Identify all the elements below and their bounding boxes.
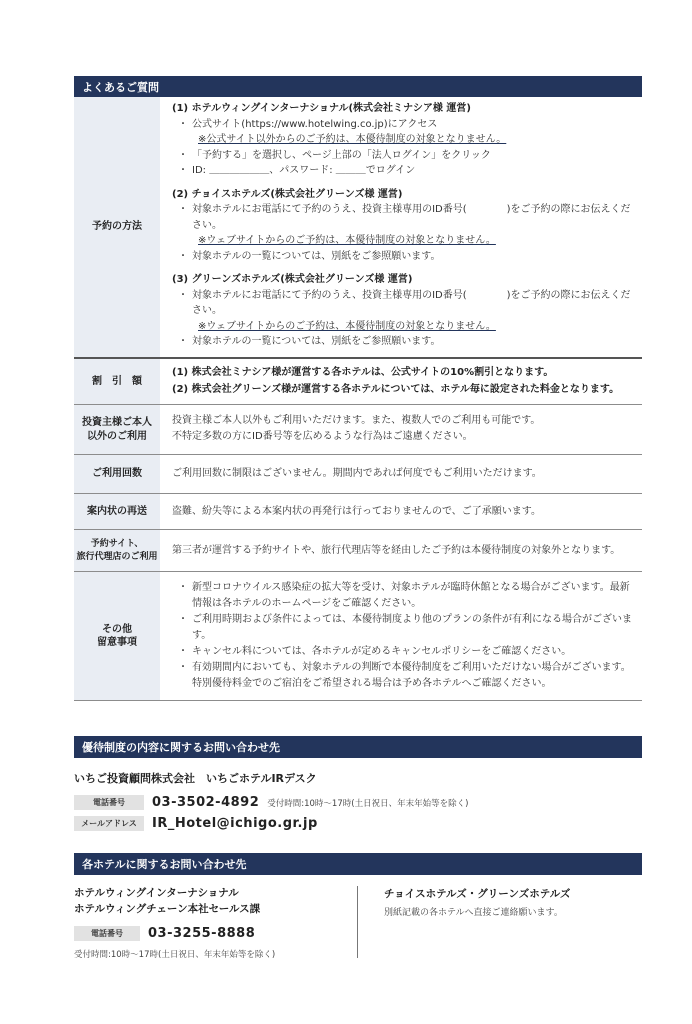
mail-tag: メールアドレス: [74, 816, 144, 831]
faq-row-others: [74, 405, 642, 455]
divider: [357, 886, 358, 958]
label-line: 以外のご利用: [87, 430, 147, 442]
contact1-phone-row: [74, 795, 468, 810]
section-title-choice: (2) チョイスホテルズ(株式会社グリーンズ様 運営): [172, 188, 403, 200]
list-item: ・ 対象ホテルにお電話にて予約のうえ、投資主様専用のID番号( )をご予約の際にお伝えください。: [172, 288, 634, 319]
label-line: 留意事項: [97, 637, 137, 648]
faq-row-count: [74, 455, 642, 494]
contact1-company: いちご投資顧問株式会社 いちごホテルIRデスク: [74, 772, 317, 785]
contact1-header: [74, 736, 642, 758]
contact2-header: [74, 853, 642, 875]
row-label-agency: [74, 530, 160, 571]
list-item: ・ 新型コロナウイルス感染症の拡大等を受け、対象ホテルが臨時休館となる場合がございます。最新情報は各ホテルのホームページをご確認ください。: [172, 580, 634, 612]
faq-row-notes: [74, 572, 642, 701]
count-content: [160, 455, 642, 493]
reception-hours: 受付時間:10時～17時(土日祝日、年末年始等を除く): [267, 798, 469, 809]
label-line: 旅行代理店のご利用: [76, 551, 158, 562]
faq-row-reservation: [74, 97, 642, 359]
note-text: ※公式サイト以外からのご予約は、本優待制度の対象となりません。: [198, 134, 507, 145]
row-label-count: ご利用回数: [74, 455, 160, 493]
hotel-name: ホテルウィングインターナショナル: [74, 887, 239, 899]
phone-number[interactable]: 03-3255-8888: [148, 926, 256, 941]
list-item: ・ 対象ホテルの一覧については、別紙をご参照願います。: [172, 249, 634, 265]
faq-row-discount: [74, 359, 642, 405]
text-line: 不特定多数の方にID番号等を広めるような行為はご遠慮ください。: [172, 430, 473, 442]
notes-content: [160, 572, 642, 700]
list-item: ・ 対象ホテルの一覧については、別紙をご参照願います。: [172, 334, 634, 350]
faq-row-agency: [74, 530, 642, 572]
discount-line: (1) 株式会社ミナシア様が運営する各ホテルは、公式サイトの10%割引となります。: [172, 367, 554, 378]
contact1-mail-row: [74, 816, 318, 831]
note-text: ※ウェブサイトからのご予約は、本優待制度の対象となりません。: [198, 320, 496, 332]
phone-number[interactable]: 03-3502-4892: [152, 795, 260, 810]
faq-header-title: よくあるご質問: [82, 80, 159, 94]
label-line: 予約サイト、: [90, 539, 144, 550]
note-text: ※ウェブサイトからのご予約は、本優待制度の対象となりません。: [198, 235, 496, 246]
row-label-reissue: 案内状の再送: [74, 494, 160, 529]
row-label-reservation: 予約の方法: [74, 97, 160, 357]
text-line: 盗難、紛失等による本案内状の再発行は行っておりませんので、ご了承願います。: [172, 505, 541, 517]
section-title-greens: (3) グリーンズホテルズ(株式会社グリーンズ様 運営): [172, 274, 413, 285]
contact2-hours: 受付時間:10時～17時(土日祝日、年末年始等を除く): [74, 950, 276, 960]
list-item: ・ キャンセル料については、各ホテルが定めるキャンセルポリシーをご確認ください。: [172, 644, 634, 660]
contact2-right-text: 別紙記載の各ホテルへ直接ご連絡願います。: [384, 908, 563, 918]
contact2-left-names: [74, 886, 260, 918]
list-item: ・ ID: ＿＿＿＿＿＿、パスワード: ＿＿＿でログイン: [172, 163, 634, 179]
phone-tag: 電話番号: [74, 795, 144, 810]
contact2-right-title: チョイスホテルズ・グリーンズホテルズ: [384, 888, 571, 900]
email-address[interactable]: IR_Hotel@ichigo.gr.jp: [152, 816, 318, 831]
row-label-notes: [74, 572, 160, 700]
contact2-phone-row: [74, 926, 255, 941]
list-item: ・ 「予約する」を選択し、ページ上部の「法人ログイン」をクリック: [172, 148, 634, 164]
label-line: 投資主様ご本人: [82, 417, 152, 428]
label-line: その他: [102, 623, 132, 635]
others-content: [160, 405, 642, 454]
reservation-content: [160, 97, 642, 357]
text-line: 第三者が運営する予約サイトや、旅行代理店等を経由したご予約は本優待制度の対象外となります。: [172, 544, 621, 556]
discount-content: [160, 359, 642, 404]
list-item: ・ 有効期間内においても、対象ホテルの判断で本優待制度をご利用いただけない場合がございます。特別優待料金でのご宿泊をご希望される場合は予め各ホテルへご確認ください。: [172, 660, 634, 692]
contact2-header-title: 各ホテルに関するお問い合わせ先: [82, 858, 247, 871]
faq-header: [74, 76, 642, 97]
faq-table: [74, 97, 642, 701]
reissue-content: [160, 494, 642, 529]
section-title-hotelwing: (1) ホテルウィングインターナショナル(株式会社ミナシア様 運営): [172, 103, 471, 114]
contact1-header-title: 優待制度の内容に関するお問い合わせ先: [82, 741, 280, 754]
text-line: 投資主様ご本人以外もご利用いただけます。また、複数人でのご利用も可能です。: [172, 415, 541, 426]
department-name: ホテルウィングチェーン本社セールス課: [74, 902, 261, 915]
faq-row-reissue: [74, 494, 642, 530]
agency-content: [160, 530, 642, 571]
discount-line: (2) 株式会社グリーンズ様が運営する各ホテルについては、ホテル毎に設定された料金となります。: [172, 384, 620, 395]
list-item: ・ 公式サイト(https://www.hotelwing.co.jp)にアクセス: [172, 117, 634, 133]
list-item: ・ 対象ホテルにお電話にて予約のうえ、投資主様専用のID番号( )をご予約の際にお伝えください。: [172, 202, 634, 233]
list-item: ・ ご利用時期および条件によっては、本優待制度より他のプランの条件が有利になる場合がございます。: [172, 612, 634, 644]
row-label-discount: 割 引 額: [74, 359, 160, 404]
phone-tag: 電話番号: [74, 926, 140, 941]
row-label-others: [74, 405, 160, 454]
text-line: ご利用回数に制限はございません。期間内であれば何度でもご利用いただけます。: [172, 468, 542, 480]
